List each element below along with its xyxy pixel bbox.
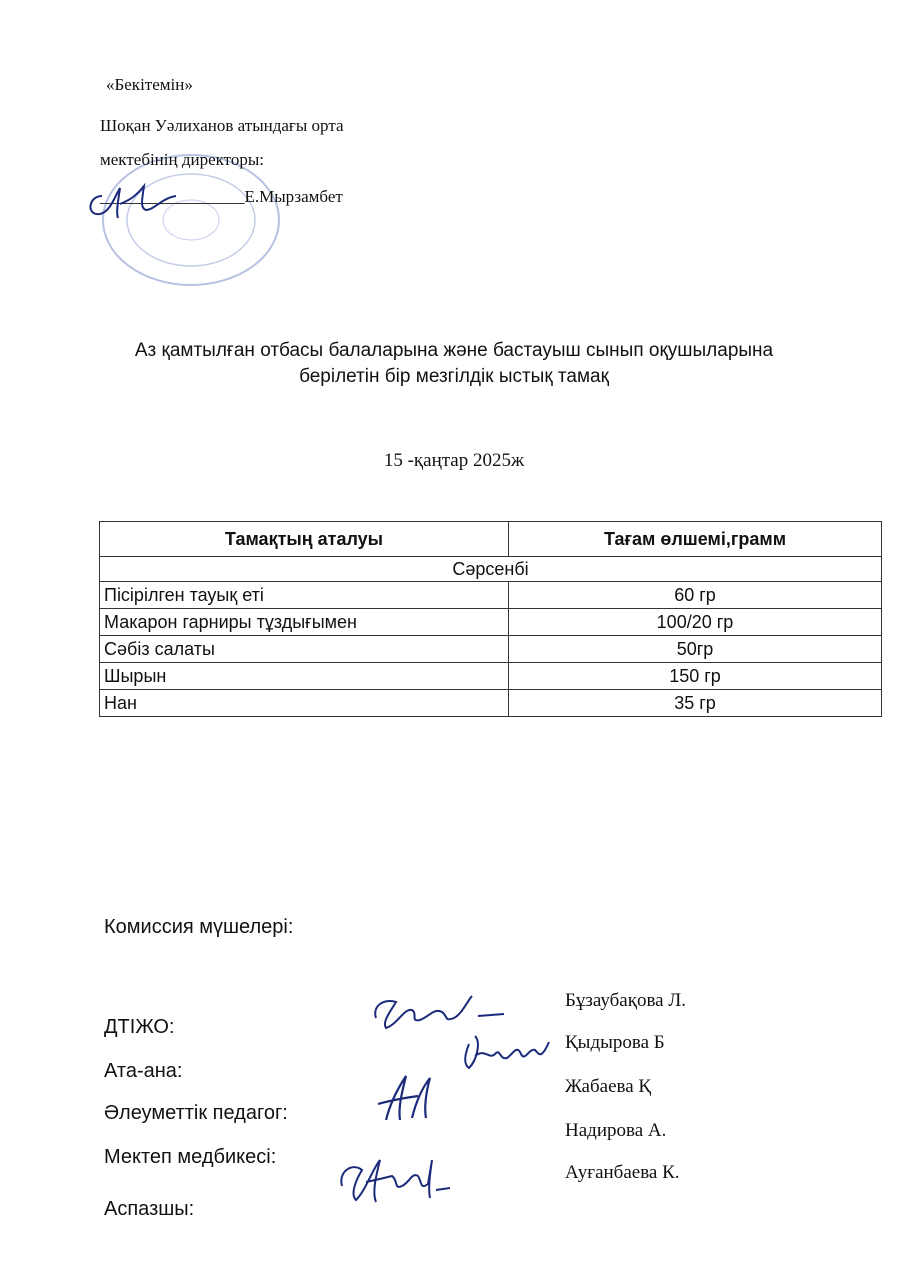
signature-1	[368, 988, 508, 1034]
dish-amount: 35 гр	[509, 690, 882, 717]
dish-name: Шырын	[100, 663, 509, 690]
signature-4	[332, 1150, 452, 1210]
table-row	[100, 690, 882, 717]
header-dish-name: Тамақтың аталуы	[100, 522, 509, 557]
table-row	[100, 609, 882, 636]
role-dtizho: ДТІЖО:	[104, 1016, 175, 1038]
member-name-4: Надирова А.	[565, 1120, 667, 1141]
menu-table	[99, 521, 882, 717]
dish-amount: 100/20 гр	[509, 609, 882, 636]
dish-name: Пісірілген тауық еті	[100, 582, 509, 609]
dish-amount: 60 гр	[509, 582, 882, 609]
approval-school-line: Шоқан Уәлиханов атындағы орта	[100, 116, 344, 135]
title-line-1: Аз қамтылған отбасы балаларына және бастауыш сынып оқушыларына	[134, 340, 774, 361]
role-social-pedagogue: Әлеуметтік педагог:	[104, 1102, 288, 1124]
document-title	[0, 338, 908, 390]
dish-name: Нан	[100, 690, 509, 717]
member-name-3: Жабаева Қ	[565, 1076, 652, 1097]
member-name-2: Қыдырова Б	[565, 1032, 665, 1053]
approval-heading: «Бекітемін»	[106, 75, 193, 94]
day-label: Сәрсенбі	[100, 557, 882, 582]
signature-3	[368, 1068, 438, 1128]
role-parent: Ата-ана:	[104, 1060, 183, 1082]
table-row	[100, 636, 882, 663]
table-row	[100, 582, 882, 609]
approval-signature-line: _________________Е.Мырзамбет	[100, 187, 343, 206]
member-name-5: Ауғанбаева К.	[565, 1162, 680, 1183]
header-portion: Тағам өлшемі,грамм	[509, 522, 882, 557]
dish-name: Макарон гарниры тұздығымен	[100, 609, 509, 636]
role-cook: Аспазшы:	[104, 1198, 195, 1220]
dish-name: Сәбіз салаты	[100, 636, 509, 663]
director-signature	[84, 178, 194, 228]
approval-director-line: мектебінің директоры:	[100, 150, 265, 169]
day-row	[100, 557, 882, 582]
signature-2	[455, 1030, 555, 1074]
commission-heading: Комиссия мүшелері:	[104, 916, 294, 938]
menu-table-header-row	[100, 522, 882, 557]
role-school-nurse: Мектеп медбикесі:	[104, 1146, 277, 1168]
member-name-1: Бұзаубақова Л.	[565, 990, 687, 1011]
table-row	[100, 663, 882, 690]
title-line-2: берілетін бір мезгілдік ыстық тамақ	[299, 366, 609, 387]
dish-amount: 150 гр	[509, 663, 882, 690]
document-date: 15 -қаңтар 2025ж	[383, 450, 525, 471]
dish-amount: 50гр	[509, 636, 882, 663]
